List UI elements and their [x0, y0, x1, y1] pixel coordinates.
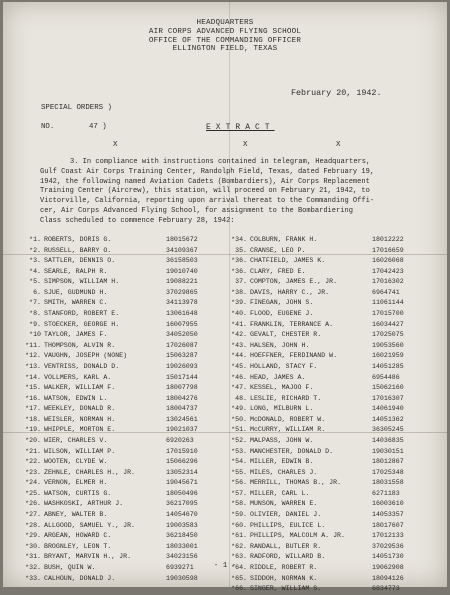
cadet-name: FLOOD, EUGENE J. [250, 310, 314, 318]
roster-row [227, 351, 442, 362]
serial-number: 18031558 [372, 479, 404, 487]
serial-number: 14036835 [372, 436, 404, 444]
serial-number: 36217095 [166, 500, 198, 508]
cadet-number: 37. [235, 278, 247, 286]
cadet-number: *24. [25, 479, 41, 487]
cadet-number: *57. [231, 489, 247, 497]
cadet-number: 48. [235, 394, 247, 402]
cadet-number: *46. [231, 373, 247, 381]
cadet-name: BUSH, QUIN W. [44, 563, 96, 571]
cadet-name: WILSON, WILLIAM P. [44, 447, 116, 455]
cadet-name: WATSON, CURTIS G. [44, 489, 112, 497]
roster-row [227, 404, 442, 415]
cadet-number: *14. [25, 373, 41, 381]
roster-row [21, 542, 226, 553]
order-date: February 20, 1942. [291, 88, 382, 98]
cadet-name: ARGEAN, HOWARD C. [44, 532, 112, 540]
roster-row [227, 415, 442, 426]
serial-number: 6939271 [166, 563, 194, 571]
cadet-name: CRANSE, LEO P. [250, 246, 306, 254]
serial-number: 17042423 [372, 267, 404, 275]
roster-row [21, 457, 226, 468]
x-mark: X [243, 141, 248, 149]
cadet-number: *40. [231, 310, 247, 318]
serial-number: 6920263 [166, 436, 194, 444]
roster-row [227, 288, 442, 299]
serial-number: 16003610 [372, 500, 404, 508]
cadet-name: SEARLE, RALPH R. [44, 267, 108, 275]
cadet-number: *36. [231, 257, 247, 265]
cadet-name: CLARY, FRED E. [250, 267, 306, 275]
serial-number: 13052314 [166, 468, 198, 476]
roster-row [227, 394, 442, 405]
serial-number: 34052050 [166, 331, 198, 339]
cadet-number: *34. [231, 236, 247, 243]
cadet-number: *44. [231, 352, 247, 360]
page-number: - 1 - [213, 562, 237, 570]
roster-row [21, 425, 226, 436]
serial-number: 16026068 [372, 257, 404, 265]
cadet-name: VERNON, ELMER H. [44, 479, 108, 487]
cadet-number: *18. [25, 415, 41, 423]
cadet-name: RIDDLE, ROBERT R. [250, 563, 318, 571]
paragraph-line: Gulf Coast Air Corps Training Center, Randolph Field, Texas, dated February 19, [40, 167, 375, 176]
paragraph-line: Training Center (Aircrew), this station, will proceed on February 21, 1942, to [40, 187, 370, 196]
cadet-number: *11. [25, 341, 41, 349]
roster-row [227, 277, 442, 288]
roster-row [227, 447, 442, 458]
serial-number: 18017607 [372, 521, 404, 529]
serial-number: 19053560 [372, 341, 404, 349]
cadet-number: *64. [231, 563, 247, 571]
order-paragraph [40, 158, 436, 227]
roster-row [21, 415, 226, 426]
serial-number: 19062908 [372, 563, 404, 571]
cadet-name: VOLLMERS, KARL A. [44, 373, 112, 381]
roster-row [227, 362, 442, 373]
cadet-number: *49. [231, 405, 247, 413]
cadet-name: SJUE, GUDMUND H. [44, 288, 108, 296]
cadet-number: *38. [231, 288, 247, 296]
cadet-number: *54. [231, 458, 247, 466]
serial-number: 34109367 [166, 246, 198, 254]
header-line: OFFICE OF THE COMMANDING OFFICER [148, 36, 302, 45]
cadet-number: *3. [29, 257, 41, 265]
serial-number: 6834773 [372, 585, 400, 593]
cadet-number: *8. [29, 310, 41, 318]
cadet-name: HOLLAND, STACY F. [250, 362, 318, 370]
cadet-name: WATSON, EDWIN L. [44, 394, 108, 402]
serial-number: 15066296 [166, 458, 198, 466]
roster-row [227, 521, 442, 532]
serial-number: 19030598 [166, 574, 198, 582]
cadet-name: GEVALT, CHESTER R. [250, 331, 322, 339]
roster-row [21, 341, 226, 352]
roster-row [21, 320, 226, 331]
cadet-name: LONG, MILBURN L. [250, 405, 314, 413]
roster-row [21, 478, 226, 489]
cadet-name: MALPASS, JOHN W. [250, 436, 314, 444]
cadet-name: WIER, CHARLES V. [44, 436, 108, 444]
serial-number: 14061940 [372, 405, 404, 413]
roster-row [227, 510, 442, 521]
roster-row [227, 298, 442, 309]
cadet-name: STANFORD, ROBERT E. [44, 310, 120, 318]
cadet-number: *17. [25, 405, 41, 413]
cadet-number: *30. [25, 542, 41, 550]
serial-number: 18033001 [166, 542, 198, 550]
cadet-name: RADFORD, WILLARD B. [250, 553, 326, 561]
serial-number: 34023156 [166, 553, 198, 561]
serial-number: 13061648 [166, 310, 198, 318]
roster-row [227, 531, 442, 542]
header-line: AIR CORPS ADVANCED FLYING SCHOOL [148, 27, 302, 36]
serial-number: 15017144 [166, 373, 198, 381]
roster-row [21, 574, 226, 585]
cadet-name: SIMPSON, WILLIAM H. [44, 278, 120, 286]
cadet-number: *42. [231, 331, 247, 339]
document-page [3, 2, 447, 593]
cadet-name: ABNEY, WALTER B. [44, 511, 108, 519]
cadet-number: *33. [25, 574, 41, 582]
cadet-name: STOECKER, GEORGE H. [44, 320, 120, 328]
serial-number: 14053357 [372, 511, 404, 519]
serial-number: 14051362 [372, 415, 404, 423]
serial-number: 19045671 [166, 479, 198, 487]
cadet-name: KESSEL, MAJOO F. [250, 384, 314, 392]
cadet-name: WHIPPLE, MORTON E. [44, 426, 116, 434]
serial-number: 19026093 [166, 362, 198, 370]
roster-row [227, 478, 442, 489]
cadet-name: COLBURN, FRANK H. [250, 236, 318, 243]
cadet-number: *52. [231, 436, 247, 444]
roster-row [227, 320, 442, 331]
roster-row [21, 373, 226, 384]
roster-row [21, 256, 226, 267]
serial-number: 18004276 [166, 394, 198, 402]
serial-number: 13024561 [166, 415, 198, 423]
cadet-number: *58. [231, 500, 247, 508]
cadet-name: WASHKOSKI, ARTHUR J. [44, 500, 124, 508]
cadet-number: *13. [25, 362, 41, 370]
cadet-number: *31. [25, 553, 41, 561]
cadet-name: THOMPSON, ALVIN R. [44, 341, 116, 349]
cadet-number: *5. [29, 278, 41, 286]
cadet-number: *60. [231, 521, 247, 529]
cadet-name: PHILLIPS, EULICE L. [250, 521, 326, 529]
cadet-name: LESLIE, RICHARD T. [250, 394, 322, 402]
cadet-number: *26. [25, 500, 41, 508]
serial-number: 6954486 [372, 373, 400, 381]
cadet-name: TAYLOR, JAMES F. [44, 331, 108, 339]
serial-number: 17016302 [372, 278, 404, 286]
serial-number: 18050496 [166, 489, 198, 497]
cadet-number: *12. [25, 352, 41, 360]
serial-number: 14051730 [372, 553, 404, 561]
serial-number: 15063287 [166, 352, 198, 360]
cadet-name: WOOTEN, CLYDE W. [44, 458, 108, 466]
serial-number: 17025348 [372, 468, 404, 476]
serial-number: 17026087 [166, 341, 198, 349]
cadet-number: *66. [231, 585, 247, 593]
roster-row [227, 267, 442, 278]
cadet-number: *28. [25, 521, 41, 529]
paragraph-line: Victorville, California, reporting upon arrival thereat to the Commanding Offi- [40, 197, 375, 206]
cadet-number: *15. [25, 384, 41, 392]
roster-row [227, 499, 442, 510]
x-mark: X [113, 141, 118, 149]
cadet-name: FRANKLIN, TERRANCE A. [250, 320, 334, 328]
roster-row [21, 521, 226, 532]
serial-number: 17015910 [166, 447, 198, 455]
serial-number: 18012867 [372, 458, 404, 466]
roster-row [21, 246, 226, 257]
cadet-number: *10 [29, 331, 41, 339]
roster-row [227, 383, 442, 394]
cadet-number: *23. [25, 468, 41, 476]
cadet-name: ZEHNLE, CHARLES H., JR. [44, 468, 136, 476]
roster-row [21, 351, 226, 362]
cadet-name: BRYANT, MARVIN H., JR. [44, 553, 132, 561]
cadet-name: WEISLER, NORMAN H. [44, 415, 116, 423]
roster-row [21, 447, 226, 458]
serial-number: 17025075 [372, 331, 404, 339]
cadet-number: *61. [231, 532, 247, 540]
serial-number: 19003583 [166, 521, 198, 529]
roster-row [227, 489, 442, 500]
cadet-number: *59. [231, 511, 247, 519]
cadet-name: SIDDOH, NORMAN K. [250, 574, 318, 582]
cadet-number: *27. [25, 511, 41, 519]
roster-row [21, 277, 226, 288]
serial-number: 37029865 [166, 288, 198, 296]
paragraph-line: 1942, the following named Aviation Cadets (Bombardiers), Air Corps Replacement [40, 177, 370, 186]
cadet-name: SATTLER, DENNIS O. [44, 257, 116, 265]
cadet-name: MUNSON, WARREN E. [250, 500, 318, 508]
cadet-name: MERRILL, THOMAS B., JR. [250, 479, 342, 487]
cadet-name: DAVIS, HARRY C., JR. [250, 288, 330, 296]
cadet-number: *2. [29, 246, 41, 254]
cadet-name: OLIVIER, DANIEL J. [250, 511, 322, 519]
roster-row [21, 235, 226, 246]
order-number: 47 ) [89, 123, 107, 131]
roster-row [21, 499, 226, 510]
roster-row [21, 267, 226, 278]
serial-number: 37029536 [372, 542, 404, 550]
cadet-number: *51. [231, 426, 247, 434]
roster-row [21, 330, 226, 341]
cadet-number: *20. [25, 436, 41, 444]
cadet-name: RUSSELL, BARRY O. [44, 246, 112, 254]
serial-number: 36218450 [166, 532, 198, 540]
serial-number: 17015700 [372, 310, 404, 318]
cadet-number: *47. [231, 384, 247, 392]
extract-title: EXTRACT [206, 123, 275, 132]
cadet-name: VENTRISS, DONALD D. [44, 362, 120, 370]
cadet-number: *32. [25, 563, 41, 571]
serial-number: 18004737 [166, 405, 198, 413]
roster-row [227, 246, 442, 257]
cadet-number: *43. [231, 341, 247, 349]
cadet-number: *22. [25, 458, 41, 466]
cadet-name: MANCHESTER, DONALD D. [250, 447, 334, 455]
cadet-name: MILLER, EDWIN B. [250, 458, 314, 466]
cadet-number: *39. [231, 299, 247, 307]
serial-number: 34113978 [166, 299, 198, 307]
cadet-number: *25. [25, 489, 41, 497]
cadet-name: ROBERTS, DORIS G. [44, 236, 112, 243]
serial-number: 6964741 [372, 288, 400, 296]
serial-number: 16034427 [372, 320, 404, 328]
roster-row [227, 256, 442, 267]
roster-row [21, 404, 226, 415]
cadet-name: HEAD, JAMES A. [250, 373, 306, 381]
roster-row [227, 584, 442, 595]
cadet-name: WEEKLEY, DONALD R. [44, 405, 116, 413]
roster-row [227, 373, 442, 384]
roster-row [21, 309, 226, 320]
roster-row [227, 309, 442, 320]
roster-row [21, 288, 226, 299]
cadet-number: *50. [231, 415, 247, 423]
serial-number: 11061144 [372, 299, 404, 307]
cadet-number: *19. [25, 426, 41, 434]
roster-row [21, 489, 226, 500]
serial-number: 18012222 [372, 236, 404, 243]
cadet-name: HOEFFNER, FERDINAND W. [250, 352, 338, 360]
cadet-number: *9. [29, 320, 41, 328]
roster-row [227, 542, 442, 553]
roster-row [227, 457, 442, 468]
cadet-number: 6. [33, 288, 41, 296]
serial-number: 19021037 [166, 426, 198, 434]
cadet-number: *56. [231, 479, 247, 487]
serial-number: 36305245 [372, 426, 404, 434]
roster-row [227, 341, 442, 352]
roster-row [21, 531, 226, 542]
cadet-number: *41. [231, 320, 247, 328]
roster-row [227, 468, 442, 479]
cadet-name: BROGNLEY, LEON T. [44, 542, 112, 550]
serial-number: 19030151 [372, 447, 404, 455]
cadet-name: PHILLIPS, MALCOLM A. JR. [250, 532, 345, 540]
cadet-number: *29. [25, 532, 41, 540]
cadet-number: *21. [25, 447, 41, 455]
serial-number: 17016659 [372, 246, 404, 254]
cadet-number: *65. [231, 574, 247, 582]
cadet-name: HALSEN, JOHN H. [250, 341, 310, 349]
serial-number: 18015672 [166, 236, 198, 243]
cadet-name: MILES, CHARLES J. [250, 468, 318, 476]
special-orders-label: SPECIAL ORDERS ) [41, 104, 112, 112]
roster-row [227, 330, 442, 341]
cadet-number: *1. [29, 236, 41, 243]
roster-row [227, 436, 442, 447]
cadet-number: *45. [231, 362, 247, 370]
cadet-number: *53. [231, 447, 247, 455]
roster-row [21, 468, 226, 479]
roster-row [21, 394, 226, 405]
roster-row [21, 383, 226, 394]
cadet-number: 35. [235, 246, 247, 254]
serial-number: 14051285 [372, 362, 404, 370]
serial-number: 36158503 [166, 257, 198, 265]
serial-number: 15062160 [372, 384, 404, 392]
cadet-name: VAUGHN, JOSEPH (NONE) [44, 352, 128, 360]
cadet-number: *4. [29, 267, 41, 275]
cadet-name: McDONALD, ROBERT W. [250, 415, 326, 423]
cadet-name: CALHOUN, DONALD J. [44, 574, 116, 582]
paragraph-line: Class scheduled to commence February 28, 1942: [40, 216, 235, 225]
cadet-name: COMPTON, JAMES E., JR. [250, 278, 338, 286]
cadet-number: *62. [231, 542, 247, 550]
serial-number: 16007955 [166, 320, 198, 328]
roster-row [227, 425, 442, 436]
order-number-label: NO. [41, 123, 55, 131]
serial-number: 18094126 [372, 574, 404, 582]
serial-number: 19010740 [166, 267, 198, 275]
roster-row [21, 510, 226, 521]
roster-row [227, 574, 442, 585]
roster-row [21, 362, 226, 373]
header-line: ELLINGTON FIELD, TEXAS [172, 45, 278, 54]
serial-number: 19088221 [166, 278, 198, 286]
serial-number: 18007798 [166, 384, 198, 392]
x-mark: X [336, 141, 341, 149]
cadet-number: *55. [231, 468, 247, 476]
roster-right-column [227, 235, 442, 595]
cadet-name: McCURRY, WILLIAM R. [250, 426, 326, 434]
cadet-name: WALKER, WILLIAM F. [44, 384, 116, 392]
cadet-name: SMITH, WARREN C. [44, 299, 108, 307]
paragraph-line: cer, Air Corps Advanced Flying School, for assignment to the Bombardiering [40, 206, 353, 215]
cadet-number: *16. [25, 394, 41, 402]
roster-left-column [21, 235, 226, 584]
serial-number: 6271183 [372, 489, 400, 497]
roster-row [227, 235, 442, 246]
serial-number: 17012133 [372, 532, 404, 540]
cadet-number: *36. [231, 267, 247, 275]
serial-number: 14054670 [166, 511, 198, 519]
serial-number: 16021959 [372, 352, 404, 360]
cadet-name: SINGER, WILLIAM S. [250, 585, 322, 593]
serial-number: 17016307 [372, 394, 404, 402]
cadet-number: *63. [231, 553, 247, 561]
letterhead [3, 19, 447, 54]
paragraph-line: 3. In compliance with instructions contained in telegram, Headquarters, [70, 158, 371, 166]
cadet-name: ALLGOOD, SAMUEL Y., JR. [44, 521, 136, 529]
cadet-name: CHATFIELD, JAMES K. [250, 257, 326, 265]
header-line: HEADQUARTERS [196, 19, 254, 27]
roster-row [21, 436, 226, 447]
cadet-name: MILLER, CARL L. [250, 489, 310, 497]
cadet-name: FINEGAN, JOHN S. [250, 299, 314, 307]
cadet-number: *7. [29, 299, 41, 307]
roster-row [21, 298, 226, 309]
cadet-name: RANDALL, BUTLER R. [250, 542, 322, 550]
